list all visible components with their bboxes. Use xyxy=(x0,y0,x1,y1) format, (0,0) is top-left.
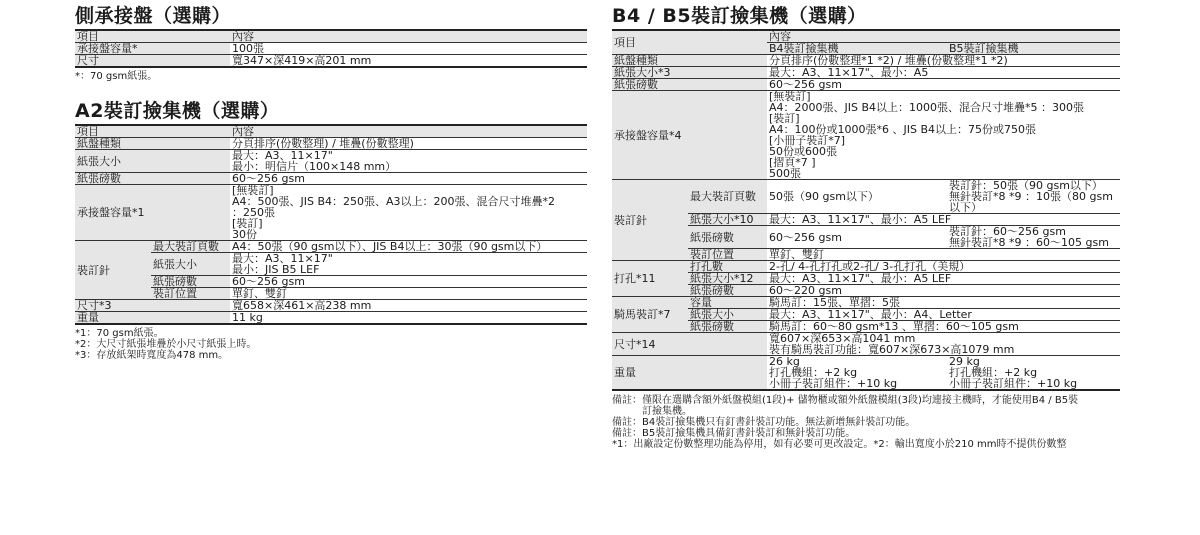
a2-notes xyxy=(75,328,587,361)
row-value-extra: 裝訂針：60～256 gsm 無針裝訂*8 *9 ：60～105 gsm xyxy=(947,226,1120,249)
header-content: 內容 xyxy=(767,30,1120,43)
sub-label: 紙張磅數 xyxy=(688,321,767,333)
row-value: 最大：A3、11×17"、最小：A5 xyxy=(767,67,1120,79)
row-value-b4: 26 kg 打孔機組：+2 kg 小冊子裝訂組件：+10 kg xyxy=(767,356,947,391)
table-header-row xyxy=(612,30,1120,43)
table-row xyxy=(612,226,1120,249)
row-value-extra: 裝訂針：50張（90 gsm以下） 無針裝訂*8 *9 ：10張（80 gsm以下） xyxy=(947,180,1120,214)
table-row xyxy=(75,276,587,288)
header-content: 內容 xyxy=(230,30,587,43)
row-value: 60～256 gsm xyxy=(230,173,587,185)
row-value-b5: 29 kg 打孔機組：+2 kg 小冊子裝訂組件：+10 kg xyxy=(947,356,1120,391)
table-row xyxy=(612,356,1120,391)
table-row xyxy=(612,67,1120,79)
table-row xyxy=(612,214,1120,226)
sub-label: 裝訂位置 xyxy=(151,288,230,300)
footnote: *1：70 gsm紙張。 xyxy=(75,328,164,339)
table-row xyxy=(75,138,587,150)
row-label: 尺寸*3 xyxy=(75,300,230,312)
row-value: [無裝訂] A4：500張、JIS B4：250張、A3以上：200張、混合尺寸堆疊*2 ：250張 [裝訂] 30份 xyxy=(230,185,587,241)
b4b5-table xyxy=(612,29,1120,391)
row-label: 紙盤種類 xyxy=(612,55,767,67)
row-value: 單釘、雙釘 xyxy=(230,288,587,300)
side-tray-notes xyxy=(75,71,587,82)
footnote: *2：大尺寸紙張堆疊於小尺寸紙張上時。 xyxy=(75,339,257,350)
sub-label: 紙張磅數 xyxy=(688,226,767,249)
left-column xyxy=(75,0,587,361)
sub-label: 紙張磅數 xyxy=(151,276,230,288)
table-row xyxy=(75,43,587,55)
b4b5-title: B4 / B5裝訂撿集機（選購） xyxy=(612,5,867,27)
row-value: 寬607×深653×高1041 mm 裝有騎馬裝訂功能：寬607×深673×高1079 mm xyxy=(767,333,1120,356)
row-value: 60～256 gsm xyxy=(767,226,947,249)
row-value: 60～220 gsm xyxy=(767,285,1120,297)
table-row xyxy=(612,261,1120,273)
row-value: 60～256 gsm xyxy=(230,276,587,288)
row-label: 承接盤容量*1 xyxy=(75,185,230,241)
table-row xyxy=(612,79,1120,91)
row-value: [無裝訂] A4：2000張、JIS B4以上：1000張、混合尺寸堆疊*5 ：300張 [裝訂] A4：100份或1000張*6 、JIS B4以上：75份或750張 [小冊子裝訂*7] 50份或600張 [摺頁*7 ] 500張 xyxy=(767,91,1120,180)
row-label: 重量 xyxy=(75,312,230,325)
footnote: *：70 gsm紙張。 xyxy=(75,71,158,82)
a2-table xyxy=(75,124,587,325)
row-label: 裝訂針 xyxy=(75,241,151,300)
row-value: 分頁排序(份數整理) / 堆疊(份數整理) xyxy=(230,138,587,150)
row-value: 騎馬訂：15張、單摺：5張 xyxy=(767,297,1120,309)
table-row xyxy=(612,309,1120,321)
sub-label: 容量 xyxy=(688,297,767,309)
row-label: 尺寸*14 xyxy=(612,333,767,356)
sub-label: 裝訂位置 xyxy=(688,249,767,261)
side-tray-title: 側承接盤（選購） xyxy=(75,5,232,27)
right-column xyxy=(612,0,1120,450)
table-row xyxy=(75,173,587,185)
row-value: 分頁排序(份數整理*1 *2) / 堆疊(份數整理*1 *2) xyxy=(767,55,1120,67)
row-value: 最大：A3、11×17"、最小：A4、Letter xyxy=(767,309,1120,321)
table-row xyxy=(75,312,587,325)
footnote: 備註：B4裝訂撿集機只有釘書針裝訂功能。無法新增無針裝訂功能。 xyxy=(612,417,916,428)
header-content: 內容 xyxy=(230,125,587,138)
row-value: 11 kg xyxy=(230,312,587,325)
row-value: A4：50張（90 gsm以下）、JIS B4以上：30張（90 gsm以下） xyxy=(230,241,587,253)
sub-label: 紙張磅數 xyxy=(688,285,767,297)
table-row xyxy=(612,249,1120,261)
row-value: 2-孔/ 4-孔打孔或2-孔/ 3-孔打孔（美規） xyxy=(767,261,1120,273)
row-value: 100張 xyxy=(230,43,587,55)
table-row xyxy=(75,185,587,241)
sub-label: 紙張大小 xyxy=(688,309,767,321)
table-row xyxy=(612,321,1120,333)
row-label: 紙張磅數 xyxy=(612,79,767,91)
row-value: 騎馬訂：60～80 gsm*13 、單摺：60～105 gsm xyxy=(767,321,1120,333)
table-row xyxy=(612,297,1120,309)
header-b4: B4裝訂撿集機 xyxy=(767,43,947,55)
row-value: 最大：A3、11×17"、最小：A5 LEF xyxy=(767,273,1120,285)
header-item: 項目 xyxy=(75,125,230,138)
header-item: 項目 xyxy=(75,30,230,43)
row-value: 單釘、雙釘 xyxy=(767,249,1120,261)
table-header-row xyxy=(75,30,587,43)
row-value: 最大：A3、11×17" 最小：明信片（100×148 mm） xyxy=(230,150,587,173)
table-row xyxy=(75,288,587,300)
table-row xyxy=(612,273,1120,285)
sub-label: 最大裝訂頁數 xyxy=(688,180,767,214)
row-label: 紙張大小 xyxy=(75,150,230,173)
row-value: 最大：A3、11×17" 最小：JIS B5 LEF xyxy=(230,253,587,276)
row-value: 寬658×深461×高238 mm xyxy=(230,300,587,312)
row-value: 寬347×深419×高201 mm xyxy=(230,55,587,68)
row-label: 承接盤容量*4 xyxy=(612,91,767,180)
footnote: 備註：B5裝訂撿集機具備釘書針裝訂和無針裝訂功能。 xyxy=(612,428,856,439)
row-label: 打孔*11 xyxy=(612,261,688,297)
table-row xyxy=(75,241,587,253)
row-label: 紙張大小*3 xyxy=(612,67,767,79)
row-value: 50張（90 gsm以下） xyxy=(767,180,947,214)
b4b5-notes xyxy=(612,395,1120,450)
sub-label: 打孔數 xyxy=(688,261,767,273)
table-row xyxy=(612,55,1120,67)
row-label: 尺寸 xyxy=(75,55,230,68)
header-b5: B5裝訂撿集機 xyxy=(947,43,1120,55)
a2-title: A2裝訂撿集機（選購） xyxy=(75,100,280,122)
row-value: 最大：A3、11×17"、最小：A5 LEF xyxy=(767,214,1120,226)
row-label: 裝訂針 xyxy=(612,180,688,261)
footnote: *3：存放紙架時寬度為478 mm。 xyxy=(75,350,229,361)
table-row xyxy=(75,300,587,312)
header-item: 項目 xyxy=(612,30,767,55)
row-label: 承接盤容量* xyxy=(75,43,230,55)
row-label: 騎馬裝訂*7 xyxy=(612,297,688,333)
row-label: 重量 xyxy=(612,356,767,391)
table-row xyxy=(75,253,587,276)
row-value: 60～256 gsm xyxy=(767,79,1120,91)
table-row xyxy=(612,180,1120,214)
table-header-row xyxy=(75,125,587,138)
sub-label: 紙張大小*10 xyxy=(688,214,767,226)
row-label: 紙盤種類 xyxy=(75,138,230,150)
footnote: 備註：僅限在選購含額外紙盤模組(1段)+ 儲物櫃或額外紙盤模組(3段)均連接主機時，才能使用B4 / B5裝 訂撿集機。 xyxy=(612,395,1079,417)
table-row xyxy=(75,150,587,173)
footnote: *1：出廠設定份數整理功能為停用，如有必要可更改設定。*2：輸出寬度小於210 mm時不提供份數整 xyxy=(612,439,1067,450)
table-row xyxy=(612,91,1120,180)
side-tray-table xyxy=(75,29,587,68)
sub-label: 紙張大小*12 xyxy=(688,273,767,285)
sub-label: 最大裝訂頁數 xyxy=(151,241,230,253)
sub-label: 紙張大小 xyxy=(151,253,230,276)
table-row xyxy=(612,285,1120,297)
table-row xyxy=(75,55,587,68)
row-label: 紙張磅數 xyxy=(75,173,230,185)
table-row xyxy=(612,333,1120,356)
